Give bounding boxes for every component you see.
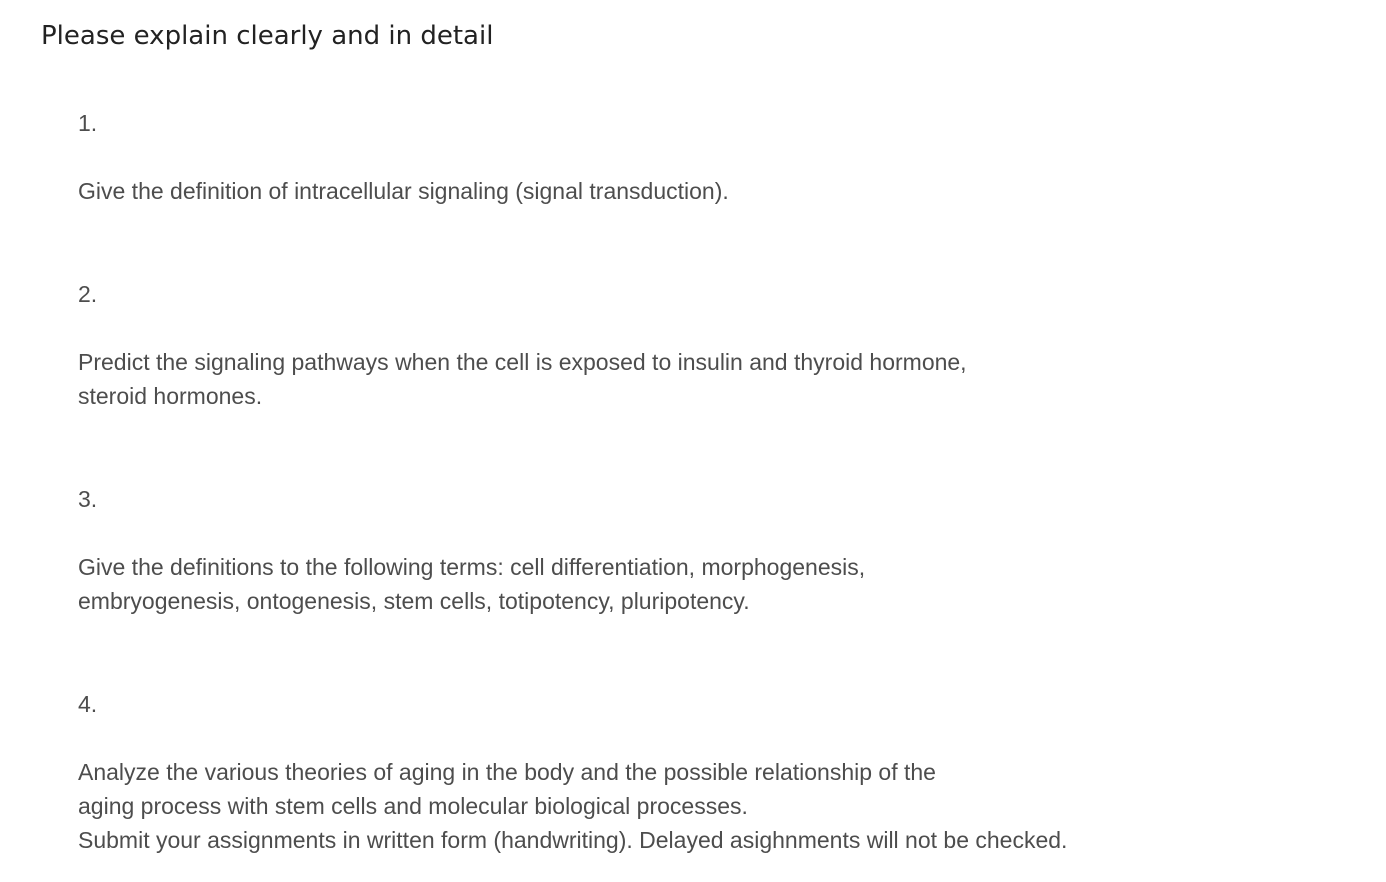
question-2-line-2: steroid hormones.	[78, 383, 263, 409]
question-3-number: 3.	[78, 486, 98, 512]
question-3-text	[78, 550, 865, 618]
question-2-number: 2.	[78, 281, 98, 307]
question-4-line-2: aging process with stem cells and molecular biological processes.	[78, 793, 748, 819]
question-4-line-1: Analyze the various theories of aging in the body and the possible relationship of the	[78, 759, 936, 785]
question-1-text	[78, 174, 729, 208]
question-3-line-2: embryogenesis, ontogenesis, stem cells, totipotency, pluripotency.	[78, 588, 750, 614]
page-title: Please explain clearly and in detail	[41, 21, 494, 51]
submission-note: Submit your assignments in written form (handwriting). Delayed asighnments will not be checked.	[78, 827, 1068, 853]
question-1-line-1: Give the definition of intracellular signaling (signal transduction).	[78, 178, 729, 204]
question-3-line-1: Give the definitions to the following terms: cell differentiation, morphogenesis,	[78, 554, 866, 580]
question-2-text	[78, 345, 967, 413]
question-4-text	[78, 755, 1067, 857]
question-2-line-1: Predict the signaling pathways when the cell is exposed to insulin and thyroid hormone,	[78, 349, 967, 375]
question-1-number: 1.	[78, 110, 98, 136]
question-4-number: 4.	[78, 691, 98, 717]
